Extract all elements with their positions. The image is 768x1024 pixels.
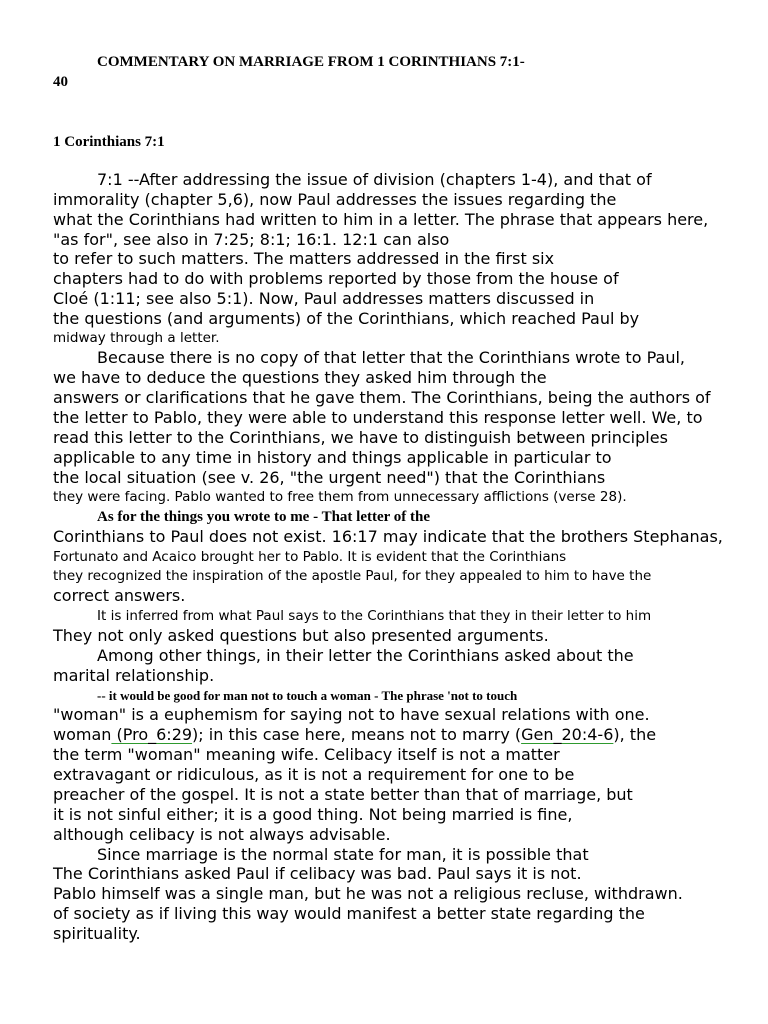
paragraph-line: Since marriage is the normal state for man, it is possible that xyxy=(97,845,589,864)
paragraph-line: It is inferred from what Paul says to the Corinthians that they in their letter to him xyxy=(97,608,652,624)
paragraph-line: Because there is no copy of that letter that the Corinthians wrote to Paul, xyxy=(97,348,685,367)
paragraph-line: it is not sinful either; it is a good thing. Not being married is fine, xyxy=(53,805,573,824)
text-span: ); in this case here, means not to marry ( xyxy=(192,725,522,744)
paragraph-line-with-references xyxy=(53,725,656,745)
paragraph-line: answers or clarifications that he gave them. The Corinthians, being the authors of xyxy=(53,388,711,407)
paragraph-line: "as for", see also in 7:25; 8:1; 16:1. 12:1 can also xyxy=(53,230,450,249)
paragraph-line: of society as if living this way would manifest a better state regarding the xyxy=(53,904,645,923)
paragraph-line: the term "woman" meaning wife. Celibacy itself is not a matter xyxy=(53,745,560,764)
text-span: ), the xyxy=(613,725,657,744)
paragraph-line: "woman" is a euphemism for saying not to have sexual relations with one. xyxy=(53,705,650,724)
paragraph-line: the letter to Pablo, they were able to understand this response letter well. We, to xyxy=(53,408,703,427)
paragraph-line: preacher of the gospel. It is not a state better than that of marriage, but xyxy=(53,785,633,804)
text-span: woman xyxy=(53,725,112,744)
paragraph-line: the questions (and arguments) of the Corinthians, which reached Paul by xyxy=(53,309,640,328)
document-title: COMMENTARY ON MARRIAGE FROM 1 CORINTHIANS 7:1- xyxy=(97,54,525,70)
paragraph-line: They not only asked questions but also presented arguments. xyxy=(53,626,549,645)
paragraph-line: correct answers. xyxy=(53,586,186,605)
scripture-reference-link[interactable]: (Pro_6:29 xyxy=(111,725,193,744)
paragraph-line: immorality (chapter 5,6), now Paul addresses the issues regarding the xyxy=(53,190,617,209)
paragraph-line: Among other things, in their letter the Corinthians asked about the xyxy=(97,646,634,665)
subheading: As for the things you wrote to me - That letter of the xyxy=(97,509,431,525)
paragraph-line: Fortunato and Acaico brought her to Pablo. It is evident that the Corinthians xyxy=(53,549,567,565)
paragraph-line: applicable to any time in history and things applicable in particular to xyxy=(53,448,612,467)
paragraph-line: marital relationship. xyxy=(53,666,215,685)
paragraph-line: the local situation (see v. 26, "the urgent need") that the Corinthians xyxy=(53,468,606,487)
paragraph-line: Pablo himself was a single man, but he was not a religious recluse, withdrawn. xyxy=(53,884,683,903)
paragraph-line: we have to deduce the questions they asked him through the xyxy=(53,368,547,387)
paragraph-line: 7:1 --After addressing the issue of division (chapters 1-4), and that of xyxy=(97,170,652,189)
paragraph-line: spirituality. xyxy=(53,924,141,943)
paragraph-line: chapters had to do with problems reported by those from the house of xyxy=(53,269,619,288)
paragraph-line: what the Corinthians had written to him in a letter. The phrase that appears here, xyxy=(53,210,709,229)
section-heading: 1 Corinthians 7:1 xyxy=(53,134,165,150)
paragraph-line: Cloé (1:11; see also 5:1). Now, Paul addresses matters discussed in xyxy=(53,289,595,308)
paragraph-line: although celibacy is not always advisable. xyxy=(53,825,391,844)
paragraph-line: they recognized the inspiration of the apostle Paul, for they appealed to him to have the xyxy=(53,568,652,584)
paragraph-line: midway through a letter. xyxy=(53,330,220,346)
paragraph-line: read this letter to the Corinthians, we have to distinguish between principles xyxy=(53,428,668,447)
paragraph-line: to refer to such matters. The matters addressed in the first six xyxy=(53,249,555,268)
paragraph-line: they were facing. Pablo wanted to free them from unnecessary afflictions (verse 28). xyxy=(53,489,627,505)
scripture-reference-link[interactable]: Gen_20:4-6 xyxy=(521,725,614,744)
paragraph-line: extravagant or ridiculous, as it is not a requirement for one to be xyxy=(53,765,575,784)
paragraph-line: Corinthians to Paul does not exist. 16:17 may indicate that the brothers Stephanas, xyxy=(53,527,723,546)
subheading: -- it would be good for man not to touch a woman - The phrase 'not to touch xyxy=(97,688,518,703)
paragraph-line: The Corinthians asked Paul if celibacy was bad. Paul says it is not. xyxy=(53,864,582,883)
document-title-continued: 40 xyxy=(53,74,68,90)
